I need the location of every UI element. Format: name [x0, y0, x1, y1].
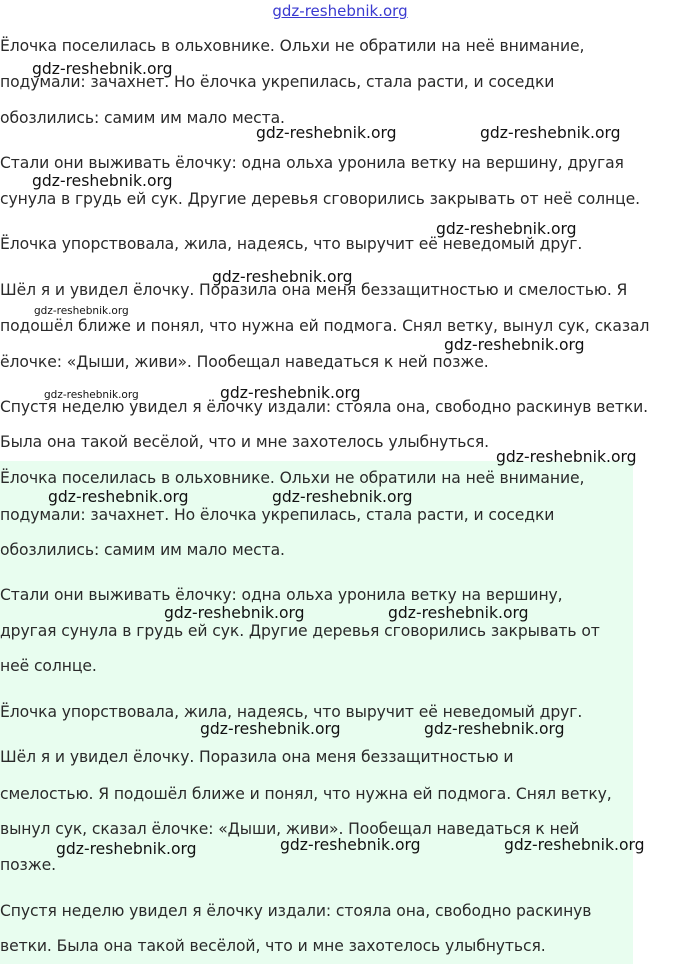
text-line: смелостью. Я подошёл ближе и понял, что нужна ей подмога. Снял ветку,	[0, 785, 612, 803]
text-line: обозлились: самим им мало места.	[0, 109, 285, 127]
watermark: gdz-reshebnik.org	[256, 124, 397, 142]
watermark: gdz-reshebnik.org	[34, 305, 129, 317]
watermark: gdz-reshebnik.org	[436, 220, 577, 238]
watermark: gdz-reshebnik.org	[200, 720, 341, 738]
watermark: gdz-reshebnik.org	[480, 124, 621, 142]
watermark: gdz-reshebnik.org	[32, 172, 173, 190]
text-line: Ёлочка поселилась в ольховнике. Ольхи не обратили на неё внимание,	[0, 469, 585, 487]
text-line: неё солнце.	[0, 657, 97, 675]
watermark: gdz-reshebnik.org	[444, 336, 585, 354]
text-line: сунула в грудь ей сук. Другие деревья сговорились закрывать от неё солнце.	[0, 190, 641, 208]
watermark: gdz-reshebnik.org	[48, 488, 189, 506]
watermark: gdz-reshebnik.org	[164, 604, 305, 622]
watermark: gdz-reshebnik.org	[32, 60, 173, 78]
text-line: Была она такой весёлой, что и мне захотелось улыбнуться.	[0, 433, 489, 451]
text-line: Спустя неделю увидел я ёлочку издали: стояла она, свободно раскинув	[0, 902, 592, 920]
watermark: gdz-reshebnik.org	[272, 488, 413, 506]
watermark: gdz-reshebnik.org	[220, 384, 361, 402]
text-line: Стали они выживать ёлочку: одна ольха уронила ветку на вершину,	[0, 586, 563, 604]
text-line: ветки. Была она такой весёлой, что и мне захотелось улыбнуться.	[0, 937, 546, 955]
text-line: подошёл ближе и понял, что нужна ей подмога. Снял ветку, вынул сук, сказал	[0, 317, 650, 335]
text-line: подумали: зачахнет. Но ёлочка укрепилась, стала расти, и соседки	[0, 73, 555, 91]
watermark: gdz-reshebnik.org	[56, 840, 197, 858]
text-line: подумали: зачахнет. Но ёлочка укрепилась, стала расти, и соседки	[0, 506, 555, 524]
text-line: Шёл я и увидел ёлочку. Поразила она меня беззащитностью и	[0, 748, 514, 766]
watermark: gdz-reshebnik.org	[212, 268, 353, 286]
text-line: позже.	[0, 856, 57, 874]
text-line: Ёлочка поселилась в ольховнике. Ольхи не обратили на неё внимание,	[0, 37, 585, 55]
site-link[interactable]: gdz-reshebnik.org	[272, 2, 408, 20]
watermark: gdz-reshebnik.org	[280, 836, 421, 854]
text-line: Шёл я и увидел ёлочку. Поразила она меня беззащитностью и смелостью. Я	[0, 281, 628, 299]
text-line: Стали они выживать ёлочку: одна ольха уронила ветку на вершину, другая	[0, 154, 624, 172]
watermark: gdz-reshebnik.org	[504, 836, 645, 854]
text-line: обозлились: самим им мало места.	[0, 541, 285, 559]
watermark: gdz-reshebnik.org	[388, 604, 529, 622]
text-line: другая сунула в грудь ей сук. Другие деревья сговорились закрывать от	[0, 622, 600, 640]
text-line: Спустя неделю увидел я ёлочку издали: стояла она, свободно раскинув ветки.	[0, 398, 649, 416]
text-line: Ёлочка упорствовала, жила, надеясь, что выручит её неведомый друг.	[0, 235, 583, 253]
text-line: ёлочке: «Дыши, живи». Пообещал наведаться к ней позже.	[0, 353, 489, 371]
watermark: gdz-reshebnik.org	[44, 389, 139, 401]
watermark: gdz-reshebnik.org	[496, 448, 637, 466]
text-line: вынул сук, сказал ёлочке: «Дыши, живи». Пообещал наведаться к ней	[0, 820, 580, 838]
watermark: gdz-reshebnik.org	[424, 720, 565, 738]
text-line: Ёлочка упорствовала, жила, надеясь, что выручит её неведомый друг.	[0, 703, 583, 721]
